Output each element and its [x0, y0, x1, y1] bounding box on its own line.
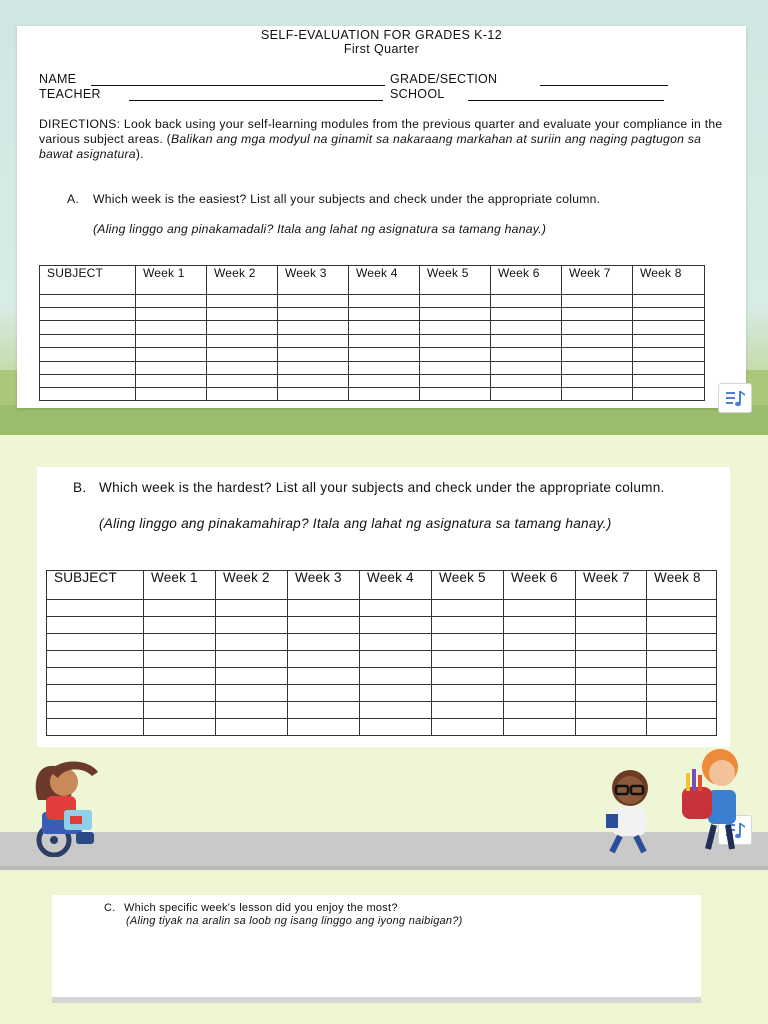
check-cell[interactable]: [360, 719, 432, 736]
check-cell[interactable]: [491, 321, 562, 335]
check-cell[interactable]: [278, 388, 349, 401]
subject-cell[interactable]: [47, 600, 144, 617]
question-a-text: Which week is the easiest? List all your subjects and check under the appropriate column.: [93, 192, 601, 206]
table-row: [47, 634, 717, 651]
check-cell[interactable]: [491, 375, 562, 388]
header-week-2: Week 2: [207, 266, 278, 295]
header-week-2: Week 2: [216, 571, 288, 600]
question-b-label: B.: [73, 480, 87, 495]
music-note-list-icon: [726, 390, 746, 408]
check-cell[interactable]: [562, 321, 633, 335]
name-line[interactable]: [91, 85, 385, 86]
table-row: [40, 308, 705, 321]
check-cell[interactable]: [278, 295, 349, 308]
check-cell[interactable]: [136, 321, 207, 335]
check-cell[interactable]: [432, 651, 504, 668]
table-row: [40, 321, 705, 335]
check-cell[interactable]: [216, 702, 288, 719]
easiest-week-table: [39, 265, 705, 401]
subject-cell[interactable]: [47, 617, 144, 634]
table-row: [40, 388, 705, 401]
check-cell[interactable]: [349, 335, 420, 348]
check-cell[interactable]: [136, 388, 207, 401]
check-cell[interactable]: [216, 634, 288, 651]
check-cell[interactable]: [633, 375, 705, 388]
check-cell[interactable]: [420, 362, 491, 375]
question-c: [104, 902, 664, 942]
check-cell[interactable]: [207, 295, 278, 308]
name-label: NAME: [39, 72, 77, 86]
check-cell[interactable]: [278, 375, 349, 388]
check-cell[interactable]: [207, 321, 278, 335]
check-cell[interactable]: [420, 348, 491, 362]
check-cell[interactable]: [633, 295, 705, 308]
question-b-text: Which week is the hardest? List all your subjects and check under the appropriate column.: [99, 480, 665, 495]
question-b-filipino: (Aling linggo ang pinakamahirap? Itala ang lahat ng asignatura sa tamang hanay.): [99, 516, 612, 531]
check-cell[interactable]: [491, 308, 562, 321]
grade-section-line[interactable]: [540, 85, 668, 86]
subject-cell[interactable]: [40, 321, 136, 335]
table-row: [40, 362, 705, 375]
check-cell[interactable]: [360, 702, 432, 719]
directions-filipino: Balikan ang mga modyul na ginamit sa nakaraang markahan at suriin ang naging pagtugon sa bawat asignatura: [39, 132, 702, 161]
check-cell[interactable]: [207, 335, 278, 348]
check-cell[interactable]: [216, 617, 288, 634]
check-cell[interactable]: [432, 617, 504, 634]
check-cell[interactable]: [504, 634, 576, 651]
document-subtitle: First Quarter: [343, 42, 420, 56]
check-cell[interactable]: [647, 719, 717, 736]
check-cell[interactable]: [432, 600, 504, 617]
table-row: [47, 685, 717, 702]
subject-cell[interactable]: [40, 335, 136, 348]
header-week-1: Week 1: [144, 571, 216, 600]
check-cell[interactable]: [491, 348, 562, 362]
check-cell[interactable]: [562, 362, 633, 375]
check-cell[interactable]: [504, 617, 576, 634]
check-cell[interactable]: [504, 668, 576, 685]
check-cell[interactable]: [491, 295, 562, 308]
check-cell[interactable]: [562, 295, 633, 308]
check-cell[interactable]: [576, 668, 647, 685]
subject-cell[interactable]: [47, 702, 144, 719]
page-1: [17, 26, 746, 408]
check-cell[interactable]: [562, 308, 633, 321]
subject-cell[interactable]: [40, 375, 136, 388]
table-row: [47, 600, 717, 617]
check-cell[interactable]: [432, 719, 504, 736]
check-cell[interactable]: [136, 362, 207, 375]
teacher-label: TEACHER: [39, 87, 101, 101]
subject-cell[interactable]: [40, 348, 136, 362]
check-cell[interactable]: [144, 617, 216, 634]
check-cell[interactable]: [349, 321, 420, 335]
check-cell[interactable]: [576, 702, 647, 719]
question-c-filipino: (Aling tiyak na aralin sa loob ng isang linggo ang iyong naibigan?): [126, 915, 463, 927]
check-cell[interactable]: [144, 651, 216, 668]
check-cell[interactable]: [491, 335, 562, 348]
check-cell[interactable]: [136, 295, 207, 308]
check-cell[interactable]: [349, 375, 420, 388]
check-cell[interactable]: [562, 335, 633, 348]
check-cell[interactable]: [136, 375, 207, 388]
table-row: [47, 719, 717, 736]
header-week-5: Week 5: [420, 266, 491, 295]
check-cell[interactable]: [288, 634, 360, 651]
header-week-6: Week 6: [504, 571, 576, 600]
check-cell[interactable]: [288, 685, 360, 702]
girl-wheelchair-illustration: [24, 752, 114, 857]
directions-end: ).: [135, 147, 144, 161]
check-cell[interactable]: [144, 668, 216, 685]
check-cell[interactable]: [420, 388, 491, 401]
subject-cell[interactable]: [40, 388, 136, 401]
check-cell[interactable]: [288, 719, 360, 736]
check-cell[interactable]: [144, 719, 216, 736]
check-cell[interactable]: [144, 702, 216, 719]
subject-cell[interactable]: [47, 685, 144, 702]
check-cell[interactable]: [420, 308, 491, 321]
check-cell[interactable]: [432, 634, 504, 651]
header-week-4: Week 4: [360, 571, 432, 600]
check-cell[interactable]: [504, 651, 576, 668]
table-row: [47, 702, 717, 719]
check-cell[interactable]: [360, 634, 432, 651]
check-cell[interactable]: [288, 651, 360, 668]
check-cell[interactable]: [207, 362, 278, 375]
header-week-6: Week 6: [491, 266, 562, 295]
question-c-label: C.: [104, 902, 116, 914]
check-cell[interactable]: [432, 685, 504, 702]
subject-cell[interactable]: [47, 719, 144, 736]
question-c-text: Which specific week's lesson did you enjoy the most?: [124, 902, 398, 914]
check-cell[interactable]: [647, 600, 717, 617]
check-cell[interactable]: [360, 600, 432, 617]
check-cell[interactable]: [633, 362, 705, 375]
check-cell[interactable]: [647, 651, 717, 668]
check-cell[interactable]: [288, 702, 360, 719]
check-cell[interactable]: [420, 375, 491, 388]
school-label: SCHOOL: [390, 87, 445, 101]
header-week-7: Week 7: [576, 571, 647, 600]
check-cell[interactable]: [144, 685, 216, 702]
check-cell[interactable]: [288, 600, 360, 617]
table-header-row: [47, 571, 717, 600]
check-cell[interactable]: [360, 668, 432, 685]
table-row: [47, 651, 717, 668]
page-3-divider: [52, 997, 701, 1003]
question-a-filipino: (Aling linggo ang pinakamadali? Itala ang lahat ng asignatura sa tamang hanay.): [93, 222, 547, 236]
page-2: [37, 467, 730, 747]
table-row: [47, 617, 717, 634]
check-cell[interactable]: [207, 308, 278, 321]
check-cell[interactable]: [136, 308, 207, 321]
check-cell[interactable]: [288, 617, 360, 634]
audio-button[interactable]: [718, 383, 752, 413]
check-cell[interactable]: [420, 335, 491, 348]
check-cell[interactable]: [136, 348, 207, 362]
check-cell[interactable]: [633, 308, 705, 321]
check-cell[interactable]: [207, 348, 278, 362]
header-subject: SUBJECT: [47, 571, 144, 600]
table-row: [40, 295, 705, 308]
check-cell[interactable]: [278, 321, 349, 335]
check-cell[interactable]: [576, 617, 647, 634]
check-cell[interactable]: [647, 668, 717, 685]
check-cell[interactable]: [633, 335, 705, 348]
page-3: [52, 895, 701, 1003]
check-cell[interactable]: [288, 668, 360, 685]
question-a: [67, 192, 707, 252]
check-cell[interactable]: [349, 348, 420, 362]
subject-cell[interactable]: [47, 651, 144, 668]
directions-label: DIRECTIONS:: [39, 117, 121, 131]
check-cell[interactable]: [420, 321, 491, 335]
header-week-1: Week 1: [136, 266, 207, 295]
header-week-3: Week 3: [278, 266, 349, 295]
table-row: [40, 348, 705, 362]
subject-cell[interactable]: [40, 295, 136, 308]
check-cell[interactable]: [647, 634, 717, 651]
header-week-8: Week 8: [633, 266, 705, 295]
subject-cell[interactable]: [40, 362, 136, 375]
check-cell[interactable]: [576, 719, 647, 736]
subject-cell[interactable]: [40, 308, 136, 321]
teacher-line[interactable]: [129, 100, 383, 101]
check-cell[interactable]: [360, 685, 432, 702]
check-cell[interactable]: [207, 388, 278, 401]
check-cell[interactable]: [491, 362, 562, 375]
check-cell[interactable]: [144, 600, 216, 617]
header-week-7: Week 7: [562, 266, 633, 295]
check-cell[interactable]: [647, 702, 717, 719]
check-cell[interactable]: [432, 668, 504, 685]
question-b: [73, 479, 713, 559]
header-week-4: Week 4: [349, 266, 420, 295]
subject-cell[interactable]: [47, 668, 144, 685]
check-cell[interactable]: [633, 321, 705, 335]
document-title: SELF-EVALUATION FOR GRADES K-12: [260, 28, 503, 42]
check-cell[interactable]: [349, 388, 420, 401]
check-cell[interactable]: [360, 617, 432, 634]
check-cell[interactable]: [576, 685, 647, 702]
check-cell[interactable]: [278, 335, 349, 348]
check-cell[interactable]: [562, 348, 633, 362]
check-cell[interactable]: [491, 388, 562, 401]
check-cell[interactable]: [633, 348, 705, 362]
check-cell[interactable]: [216, 685, 288, 702]
check-cell[interactable]: [504, 600, 576, 617]
check-cell[interactable]: [432, 702, 504, 719]
subject-cell[interactable]: [47, 634, 144, 651]
hardest-week-table: [46, 570, 717, 736]
check-cell[interactable]: [216, 651, 288, 668]
check-cell[interactable]: [576, 600, 647, 617]
header-week-5: Week 5: [432, 571, 504, 600]
check-cell[interactable]: [504, 702, 576, 719]
header-subject: SUBJECT: [40, 266, 136, 295]
check-cell[interactable]: [633, 388, 705, 401]
check-cell[interactable]: [562, 388, 633, 401]
table-row: [40, 375, 705, 388]
table-row: [40, 335, 705, 348]
check-cell[interactable]: [504, 685, 576, 702]
check-cell[interactable]: [216, 719, 288, 736]
directions: [39, 117, 729, 162]
check-cell[interactable]: [349, 308, 420, 321]
check-cell[interactable]: [576, 634, 647, 651]
check-cell[interactable]: [216, 600, 288, 617]
check-cell[interactable]: [504, 719, 576, 736]
directions-text: Look back using your self-learning modules from the previous quarter and evaluate your compliance in the various subject areas. (: [39, 117, 723, 146]
boy-glasses-illustration: [598, 762, 658, 857]
boy-backpack-illustration: [678, 745, 738, 855]
check-cell[interactable]: [562, 375, 633, 388]
school-line[interactable]: [468, 100, 664, 101]
check-cell[interactable]: [349, 295, 420, 308]
check-cell[interactable]: [647, 685, 717, 702]
table-row: [47, 668, 717, 685]
check-cell[interactable]: [278, 362, 349, 375]
grade-section-label: GRADE/SECTION: [390, 72, 498, 86]
check-cell[interactable]: [647, 617, 717, 634]
grass-strip: [0, 405, 768, 435]
check-cell[interactable]: [360, 651, 432, 668]
header-week-8: Week 8: [647, 571, 717, 600]
check-cell[interactable]: [576, 651, 647, 668]
table-header-row: [40, 266, 705, 295]
check-cell[interactable]: [278, 308, 349, 321]
check-cell[interactable]: [144, 634, 216, 651]
check-cell[interactable]: [349, 362, 420, 375]
check-cell[interactable]: [216, 668, 288, 685]
check-cell[interactable]: [278, 348, 349, 362]
check-cell[interactable]: [136, 335, 207, 348]
question-a-label: A.: [67, 192, 80, 206]
check-cell[interactable]: [420, 295, 491, 308]
header-week-3: Week 3: [288, 571, 360, 600]
check-cell[interactable]: [207, 375, 278, 388]
